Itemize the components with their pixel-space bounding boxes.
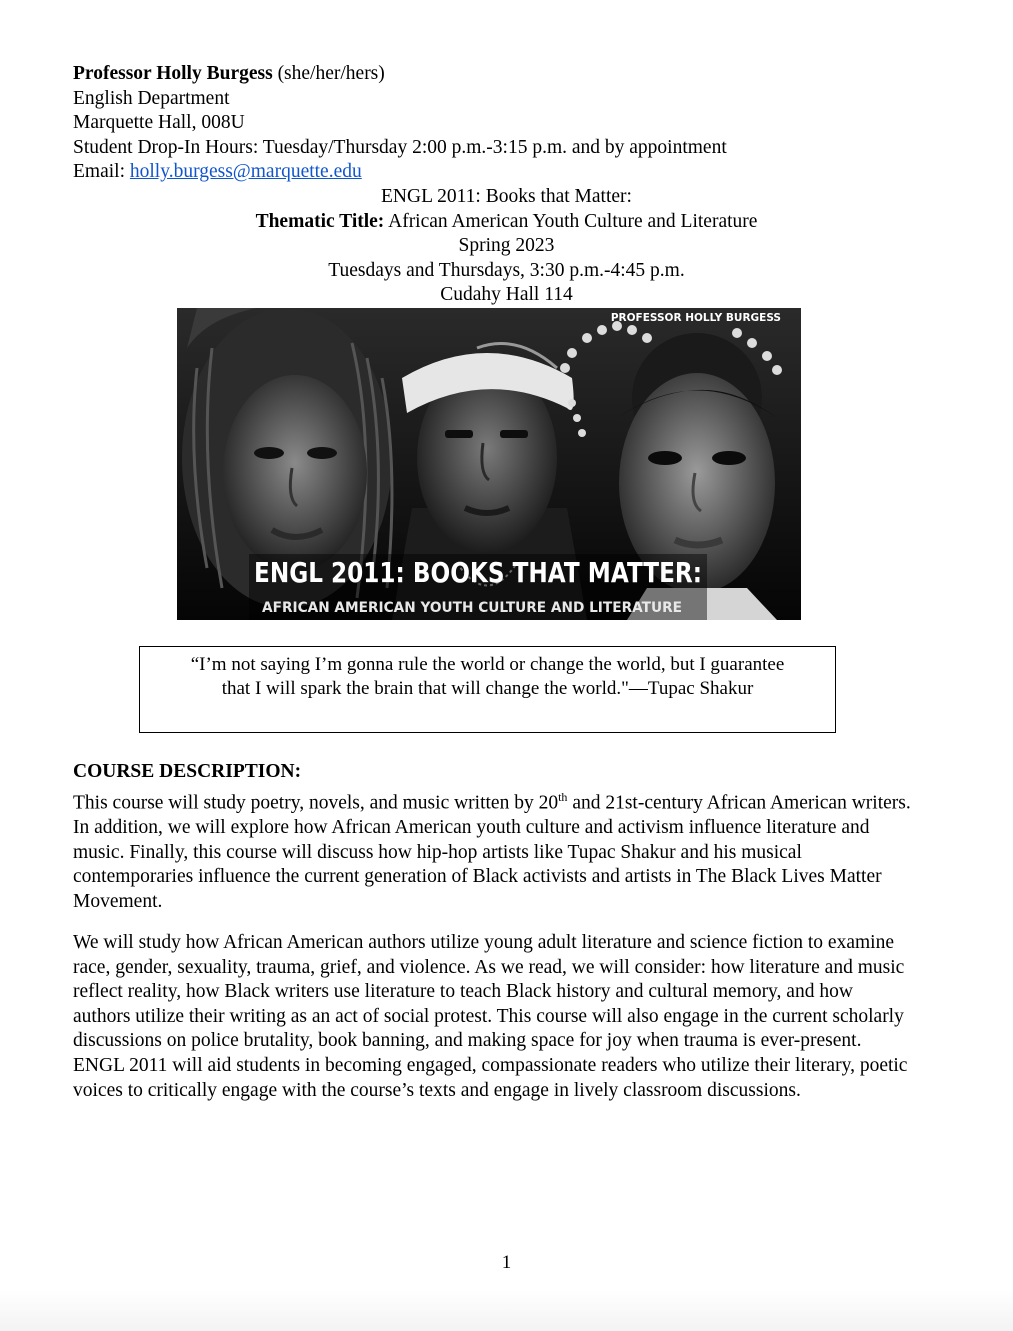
email-link[interactable]: holly.burgess@marquette.edu (129, 161, 362, 183)
course-info (0, 185, 1013, 308)
instructor-info (73, 62, 727, 185)
office: Marquette Hall, 008U (73, 112, 245, 134)
department: English Department (73, 87, 230, 109)
email-label: Email: (73, 161, 130, 183)
email-line (73, 160, 727, 185)
course-room: Cudahy Hall 114 (440, 284, 573, 306)
banner-credit: PROFESSOR HOLLY BURGESS (610, 312, 781, 324)
page-bottom-edge (0, 1290, 1013, 1331)
para1-text-b: and 21st-century African American writers. In addition, we will explore how African American youth culture and activism influence literature and music. Finally, this course will discuss how hip-hop artists like Tupac Shakur and his musical contemporaries influence the current generation of Black activists and artists in The Black Lives Matter Movement. (73, 792, 911, 912)
banner-illustration (177, 308, 801, 620)
thematic-label: Thematic Title: (255, 210, 385, 232)
office-hours: Student Drop-In Hours: Tuesday/Thursday 2:00 p.m.-3:15 p.m. and by appointment (73, 136, 727, 158)
banner-subtitle: AFRICAN AMERICAN YOUTH CULTURE AND LITERATURE (262, 600, 682, 616)
instructor-name-line (73, 62, 727, 87)
quote-box (139, 646, 836, 733)
course-description-paragraph-1 (73, 785, 913, 914)
para1-text-a: This course will study poetry, novels, and music written by 20 (73, 792, 559, 814)
banner-title: ENGL 2011: BOOKS THAT MATTER: (254, 556, 702, 589)
thematic-line (0, 210, 1013, 235)
thematic-title: African American Youth Culture and Literature (384, 210, 758, 232)
course-schedule: Tuesdays and Thursdays, 3:30 p.m.-4:45 p.m. (328, 259, 685, 281)
course-code-title: ENGL 2011: Books that Matter: (381, 186, 632, 207)
course-banner-image (177, 308, 801, 620)
quote-line-2: that I will spark the brain that will change the world."—Tupac Shakur (221, 678, 754, 699)
quote-line-1: “I’m not saying I’m gonna rule the world or change the world, but I guarantee (190, 654, 785, 675)
pronouns: (she/her/hers) (272, 63, 385, 84)
instructor-name: Professor Holly Burgess (73, 63, 273, 84)
para1-superscript: th (558, 790, 568, 804)
course-description-paragraph-2: We will study how African American authors utilize young adult literature and science fiction to examine race, gender, sexuality, trauma, grief, and violence. As we read, we will consider: how literature and music reflect reality, how Black writers use literature to teach Black history and cultural memory, and how authors utilize their writing as an act of social protest. This course will also engage in the current scholarly discussions on police brutality, book banning, and making space for joy when trauma is ever-present. ENGL 2011 will aid students in becoming engaged, compassionate readers who utilize their literary, poetic voices to critically engage with the course’s texts and engage in lively classroom discussions. (73, 932, 908, 1101)
course-term: Spring 2023 (458, 235, 555, 257)
course-description-heading: COURSE DESCRIPTION: (73, 761, 302, 782)
page-number: 1 (501, 1252, 512, 1273)
